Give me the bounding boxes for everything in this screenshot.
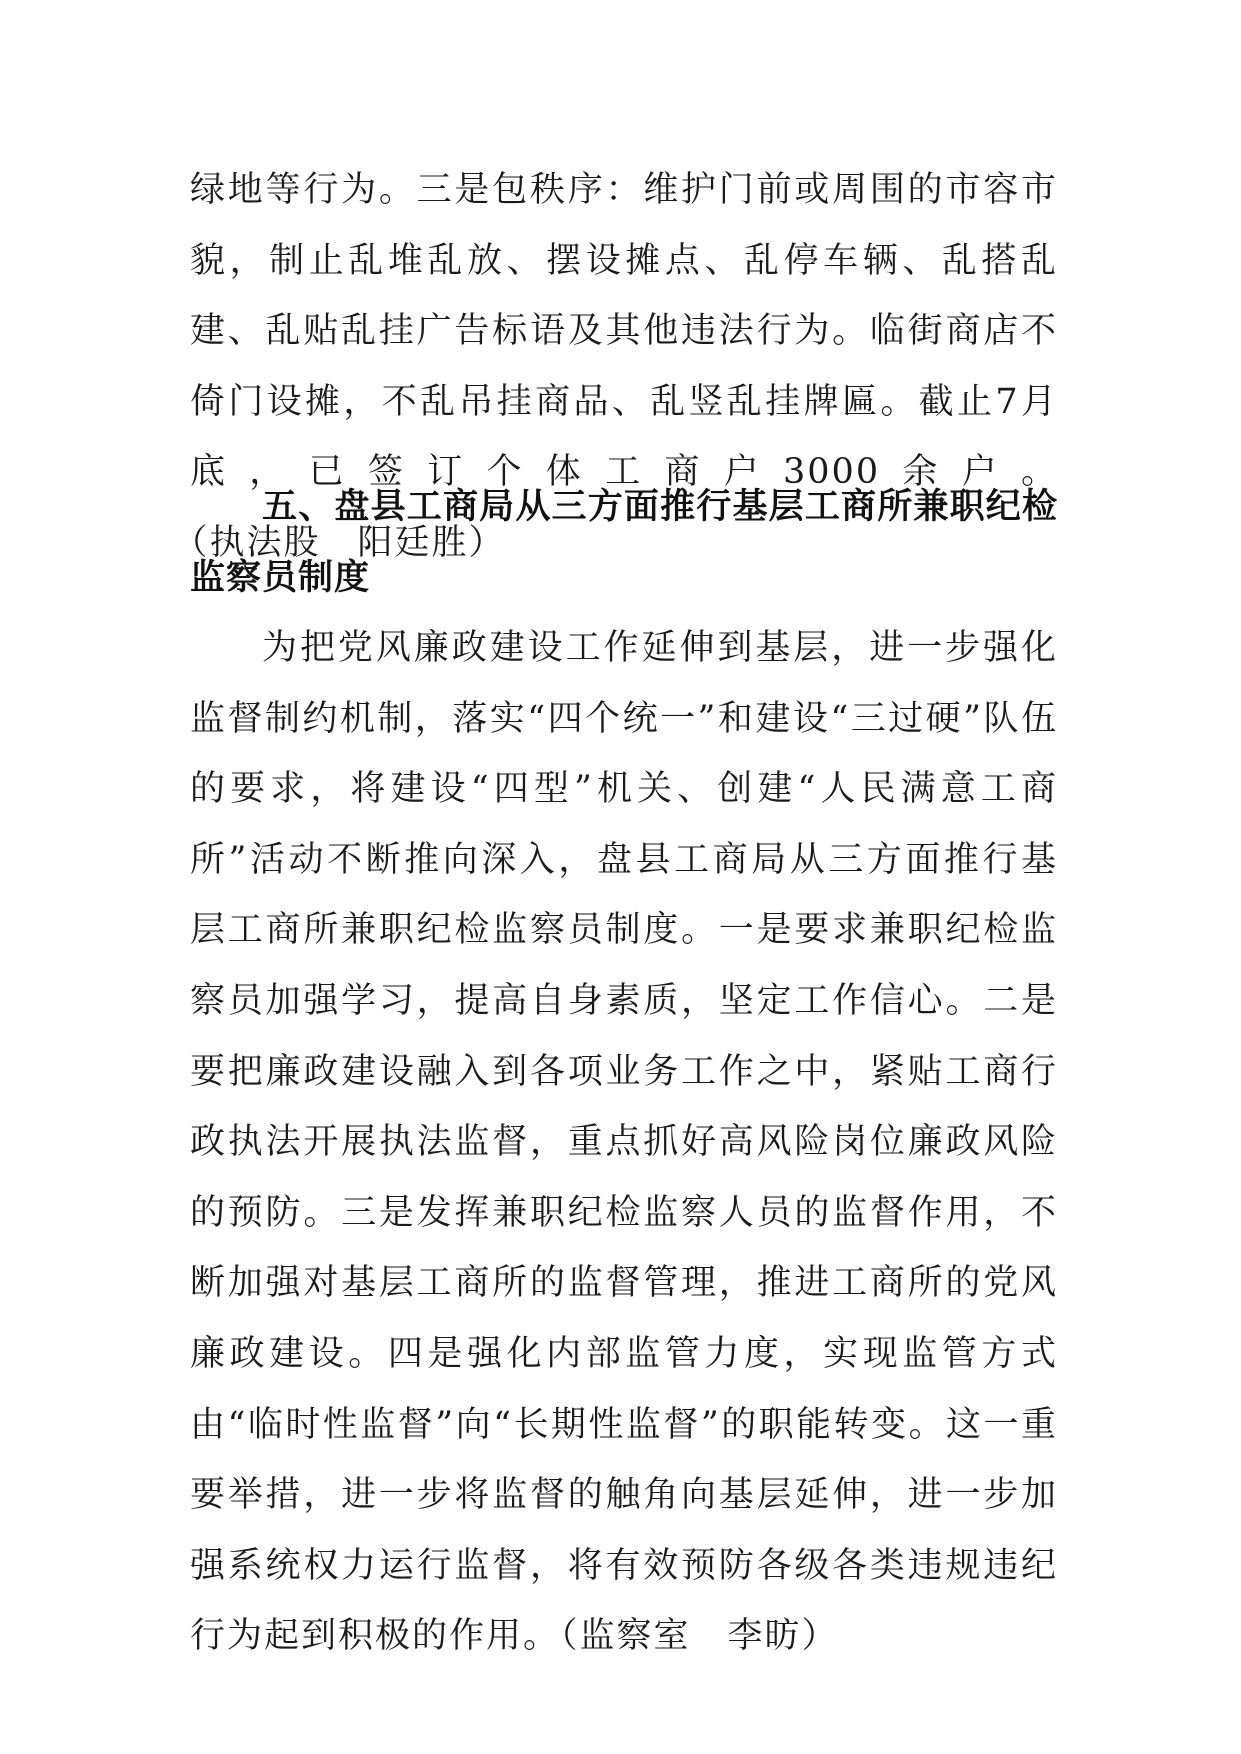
continued-paragraph-text: 绿地等行为。三是包秩序：维护门前或周围的市容市貌，制止乱堆乱放、摆设摊点、乱停车辆、乱搭乱建、乱贴乱挂广告标语及其他违法行为。临街商店不倚门设摊，不乱吊挂商品、乱竖乱挂牌匾。截止7月底，已签订个体工商户3000余户。 [190,170,1058,493]
body-paragraph-attribution: （监察室 李昉） [560,1616,839,1657]
body-paragraph [190,613,1058,1672]
body-paragraph-text: 为把党风廉政建设工作延伸到基层，进一步强化监督制约机制，落实“四个统一”和建设“三过硬”队伍的要求，将建设“四型”机关、创建“人民满意工商所”活动不断推向深入，盘县工商局从三方面推行基层工商所兼职纪检监察员制度。一是要求兼职纪检监察员加强学习，提高自身素质，坚定工作信心。二是要把廉政建设融入到各项业务工作之中，紧贴工商行政执法开展执法监督，重点抓好高风险岗位廉政风险的预防。三是发挥兼职纪检监察人员的监督作用，不断加强对基层工商所的监督管理，推进工商所的党风廉政建设。四是强化内部监管力度，实现监管方式由“临时性监督”向“长期性监督”的职能转变。这一重要举措，进一步将监督的触角向基层延伸，进一步加强系统权力运行监督，将有效预防各级各类违规违纪行为起到积极的作用。 [190,628,1058,1657]
section-heading: 五、盘县工商局从三方面推行基层工商所兼职纪检监察员制度 [190,487,1058,598]
continued-paragraph-attribution: （执法股 阳廷胜） [190,522,506,563]
